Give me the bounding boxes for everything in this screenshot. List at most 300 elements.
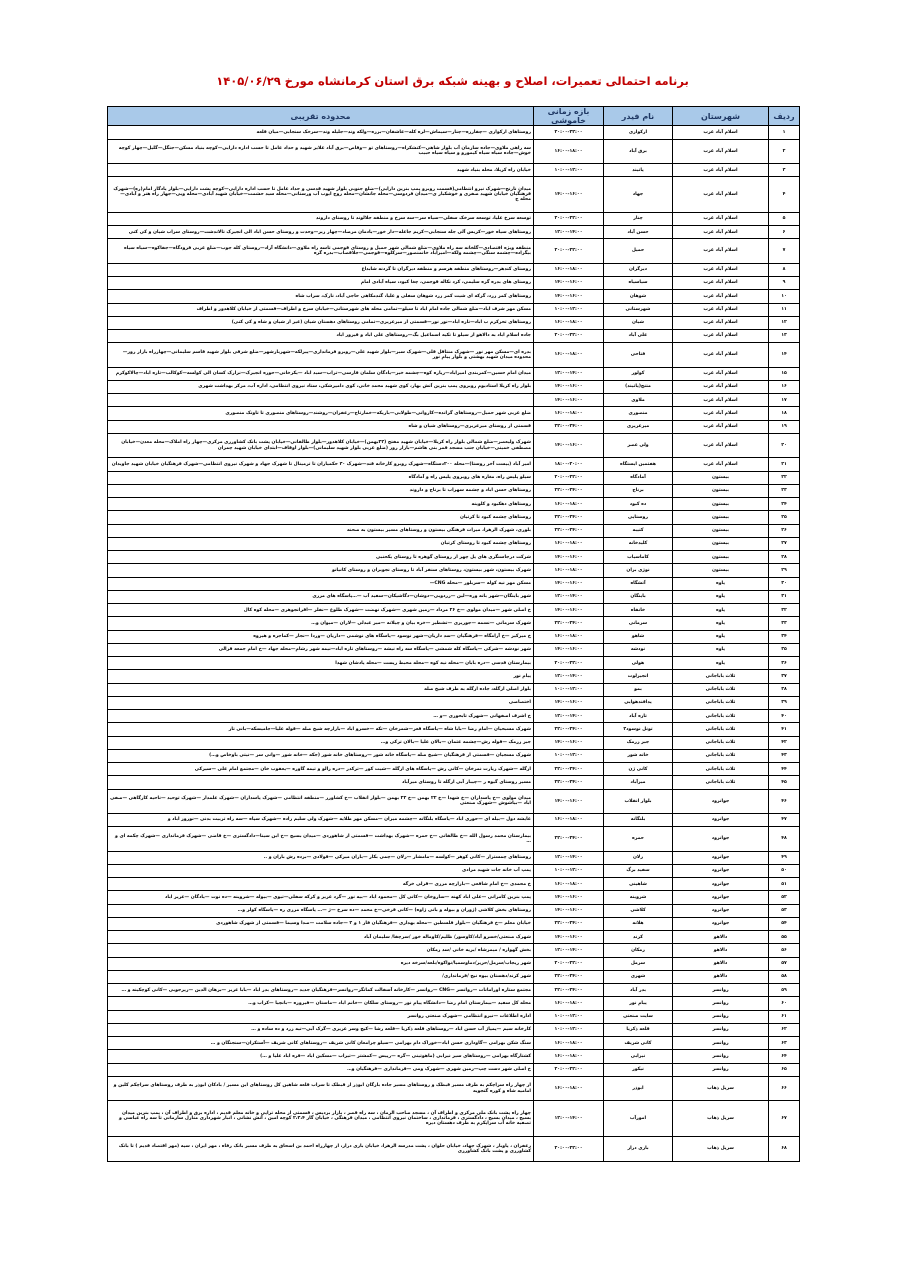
outage-time-cell: ۲۲:۰۰-۲۴:۰۰ — [534, 511, 604, 524]
outage-time-cell: ۲۲:۰۰-۲۴:۰۰ — [534, 827, 604, 851]
row-number-cell: ۶۴ — [769, 1050, 800, 1063]
city-cell: سرپل ذهاب — [673, 1101, 769, 1137]
feeder-name-cell: ارکوازی — [604, 126, 673, 139]
city-cell: اسلام آباد غرب — [673, 433, 769, 457]
row-number-cell: ۴۶ — [769, 789, 800, 813]
city-cell: روانسر — [673, 997, 769, 1010]
row-number-cell: ۴۷ — [769, 813, 800, 826]
header-outage-time: بازه زمانی خاموشی — [534, 107, 604, 126]
outage-time-cell: ۱۶:۰۰-۱۸:۰۰ — [534, 1076, 604, 1100]
city-cell: پاوه — [673, 617, 769, 630]
row-number-cell: ۳۰ — [769, 577, 800, 590]
table-row — [108, 484, 800, 497]
city-cell: اسلام آباد غرب — [673, 420, 769, 433]
feeder-name-cell: میرآباد — [604, 776, 673, 789]
feeder-name-cell: آتشگاه — [604, 577, 673, 590]
row-number-cell: ۱۱ — [769, 303, 800, 316]
approximate-area-cell: محله کل سفید —بیمارستان امام رضا —دانشگاه پیام نور —روستای سلکان —خانم اباد —ماستان —فیروزه —بانچیا —کراب و… — [108, 997, 534, 1010]
row-number-cell: ۲۱ — [769, 458, 800, 471]
outage-time-cell: ۱۴:۰۰-۱۶:۰۰ — [534, 290, 604, 303]
outage-time-cell: ۱۰:۰۰-۱۲:۰۰ — [534, 749, 604, 762]
approximate-area-cell: میدان نارنج—شهرک نیرو انتظامی(قسمت روبرو پمپ بنزین دارایی)—ضلع جنوبی بلوار شهید قدسی و حداد عامل تا حسب اداره دارایی—کوچه پشت دارایی—بلوار یادگار امام(ره)—شهرک فرهنگیان خیابان شهید صفری و خوشکبار ی—میدان فردوسی—محله جانشان—محله زوج ایوب آب ورستانی—محله سید حشمت—خیابان شهید آبادی—محله ویی—جهار راه هنر و آبادی—محله ج — [108, 177, 534, 213]
header-city: شهرستان — [673, 107, 769, 126]
outage-time-cell: ۲۲:۰۰-۲۴:۰۰ — [534, 970, 604, 983]
city-cell: دالاهو — [673, 931, 769, 944]
table-row — [108, 970, 800, 983]
outage-time-cell: ۲۲:۰۰-۲۴:۰۰ — [534, 484, 604, 497]
outage-time-cell: ۲۲:۰۰-۲۴:۰۰ — [534, 723, 604, 736]
row-number-cell: ۵۴ — [769, 917, 800, 930]
table-row — [108, 433, 800, 457]
city-cell: بیستون — [673, 511, 769, 524]
feeder-name-cell: سفید برگ — [604, 864, 673, 877]
feeder-name-cell: متنج(پاتیند) — [604, 380, 673, 393]
row-number-cell: ۱۷ — [769, 394, 800, 407]
outage-time-cell: ۱۶:۰۰-۱۸:۰۰ — [534, 564, 604, 577]
outage-time-cell: ۱۴:۰۰-۱۶:۰۰ — [534, 604, 604, 617]
outage-time-cell: ۱۶:۰۰-۱۸:۰۰ — [534, 1050, 604, 1063]
feeder-name-cell: زمکان — [604, 944, 673, 957]
row-number-cell: ۴۰ — [769, 710, 800, 723]
city-cell: اسلام آباد غرب — [673, 330, 769, 343]
city-cell: دالاهو — [673, 944, 769, 957]
feeder-name-cell: شاهینی — [604, 878, 673, 891]
feeder-name-cell: ابوذر — [604, 1076, 673, 1100]
city-cell: اسلام آباد غرب — [673, 380, 769, 393]
feeder-name-cell: کانی شریف — [604, 1037, 673, 1050]
row-number-cell: ۳۶ — [769, 657, 800, 670]
city-cell: جوانرود — [673, 813, 769, 826]
approximate-area-cell: روستاهای دهکبود و کلوینه — [108, 498, 534, 511]
feeder-name-cell: کانی ژن — [604, 763, 673, 776]
approximate-area-cell: روستاهای حسن اباد و چشمه سهراب تا برناج و داروند — [108, 484, 534, 497]
approximate-area-cell: خ اصلی شهر دست چپ—زمین شهری —شهرک ومی —فرمانداری —فرهنگیان و… — [108, 1063, 534, 1076]
feeder-name-cell: زلان — [604, 851, 673, 864]
city-cell: اسلام آباد غرب — [673, 164, 769, 177]
city-cell: پاوه — [673, 630, 769, 643]
row-number-cell: ۱۸ — [769, 407, 800, 420]
row-number-cell: ۵۰ — [769, 864, 800, 877]
row-number-cell: ۱۶ — [769, 380, 800, 393]
table-row — [108, 139, 800, 163]
outage-time-cell: ۱۲:۰۰-۱۴:۰۰ — [534, 226, 604, 239]
feeder-name-cell: امورآب — [604, 1101, 673, 1137]
city-cell: اسلام آباد غرب — [673, 139, 769, 163]
feeder-name-cell: برق آباد — [604, 139, 673, 163]
outage-time-cell: ۱۰:۰۰-۱۲:۰۰ — [534, 1023, 604, 1036]
feeder-name-cell: باینگان — [604, 590, 673, 603]
table-row — [108, 551, 800, 564]
outage-time-cell: ۱۰:۰۰-۱۲:۰۰ — [534, 683, 604, 696]
feeder-name-cell: کلاشی — [604, 904, 673, 917]
table-row — [108, 590, 800, 603]
city-cell: اسلام آباد غرب — [673, 226, 769, 239]
feeder-name-cell: کاماسیاب — [604, 551, 673, 564]
row-number-cell: ۵۹ — [769, 984, 800, 997]
city-cell: اسلام آباد غرب — [673, 458, 769, 471]
outage-time-cell: ۱۴:۰۰-۱۶:۰۰ — [534, 277, 604, 290]
feeder-name-cell: بلوار انقلاب — [604, 789, 673, 813]
feeder-name-cell: چنار — [604, 212, 673, 225]
outage-time-cell: ۲۰:۰۰-۲۲:۰۰ — [534, 657, 604, 670]
approximate-area-cell: شهر باینگان—شهر بانه وره—لین —زردویی—دوشان—دگاشیکان—سفید آب —…پاسگاه های مرزی — [108, 590, 534, 603]
city-cell: ثلاث باباجانی — [673, 723, 769, 736]
table-row — [108, 537, 800, 550]
feeder-name-cell: جبر زرمک — [604, 736, 673, 749]
outage-time-cell: ۱۶:۰۰-۱۸:۰۰ — [534, 1037, 604, 1050]
feeder-name-cell: شوهان — [604, 290, 673, 303]
approximate-area-cell: خ میرکیز —خ آرامگاه —فرهنگیان —سد داریان—شهر نوسود —پاسگاه های نوشمی —داریان —وردا —نجار —کماجره و هیروه — [108, 630, 534, 643]
city-cell: جوانرود — [673, 904, 769, 917]
feeder-name-cell: تونل نوسود۲ — [604, 723, 673, 736]
approximate-area-cell: جبر زرمک —قوله رش—چشمه عثمان —بالان علیا —بالان ترکی و… — [108, 736, 534, 749]
outage-time-cell: ۱۲:۰۰-۱۴:۰۰ — [534, 670, 604, 683]
row-number-cell: ۲۵ — [769, 511, 800, 524]
approximate-area-cell: روستاهای چمستراز —کانی کوهر —کولسه —مامشار —زلان —چمی بکار —باران میرکی —قولادی —بزده رش باران و .. — [108, 851, 534, 864]
city-cell: سرپل ذهاب — [673, 1076, 769, 1100]
feeder-name-cell: پیام نور — [604, 997, 673, 1010]
approximate-area-cell: سه راهی ملاوی—جاده سازمان آب بلوار شاهی—کنشکراه—روستاهای تو —وقاص—برق آباد غلایر شهید و حداد عامل تا حسب اداره دارایی—کوچه بنیاد مسکن—جنگل—گلیل—چهار کوچه خوش—جاده سیاه سیاه کیمورو و سیاه سیاه حبیب — [108, 139, 534, 163]
table-row — [108, 789, 800, 813]
row-number-cell: ۱۳ — [769, 330, 800, 343]
approximate-area-cell: روستاهای کمر زرد، گرکه ای شیت کمر زرد شوهان سفلی و علیا، گندمکاهی حاجی آباد، نارک، سراب شاه — [108, 290, 534, 303]
table-row — [108, 394, 800, 407]
table-row — [108, 736, 800, 749]
approximate-area-cell: خ اشرف اصفهانی —شهرک تابحوزی —و … — [108, 710, 534, 723]
approximate-area-cell: شهرک مسبحیان —امام رضا —بابا شاه —پاسگاه قعر—شمرخان —تکه —خسرو اباد —بازارچه شیخ صله —قوله علیا—جامیسکه—بانی تاز — [108, 723, 534, 736]
city-cell: اسلام آباد غرب — [673, 290, 769, 303]
feeder-name-cell: حمیل — [604, 239, 673, 263]
table-row — [108, 420, 800, 433]
row-number-cell: ۳۵ — [769, 643, 800, 656]
table-row — [108, 524, 800, 537]
row-number-cell: ۵۵ — [769, 931, 800, 944]
city-cell: روانسر — [673, 1023, 769, 1036]
city-cell: دالاهو — [673, 957, 769, 970]
table-row — [108, 1010, 800, 1023]
row-number-cell: ۳۳ — [769, 617, 800, 630]
row-number-cell: ۴۸ — [769, 827, 800, 851]
outage-time-cell: ۱۴:۰۰-۱۶:۰۰ — [534, 904, 604, 917]
feeder-name-cell: پدافندهوایی — [604, 696, 673, 709]
row-number-cell: ۵۳ — [769, 904, 800, 917]
table-row — [108, 343, 800, 367]
table-row — [108, 1076, 800, 1100]
table-row — [108, 696, 800, 709]
approximate-area-cell: روستای کندهر—روستاهای منطقه هرسم و منطقه دیزگران تا گردنه شابداغ — [108, 263, 534, 276]
row-number-cell: ۶۵ — [769, 1063, 800, 1076]
approximate-area-cell: شرکت درجاسنگری های پل چهر از روستای گوهره تا روستای یکحنبی — [108, 551, 534, 564]
outage-time-cell: ۱۴:۰۰-۱۶:۰۰ — [534, 789, 604, 813]
table-row — [108, 617, 800, 630]
city-cell: اسلام آباد غرب — [673, 239, 769, 263]
outage-time-cell: ۱۰:۰۰-۱۲:۰۰ — [534, 1010, 604, 1023]
city-cell: اسلام آباد غرب — [673, 177, 769, 213]
table-row — [108, 316, 800, 329]
approximate-area-cell: توسعه سرخ علیا، توسعه سرخک سفلی—سیاه سر—سه سرخ و منطقه جلالوند تا روستای داروند — [108, 212, 534, 225]
city-cell: جوانرود — [673, 864, 769, 877]
feeder-name-cell: پاتیند — [604, 164, 673, 177]
table-row — [108, 212, 800, 225]
approximate-area-cell: قسمتی از روستای میرعزیزی—روستاهای شیان و شاه — [108, 420, 534, 433]
row-number-cell: ۶۸ — [769, 1136, 800, 1161]
approximate-area-cell: شهر نودشه —شرکی —پاسگاه کله شمشی —پاسگاه سه راه نیشه —روستاهای تازه اباد—نیمه شهر رشام—محله جهاد —خ امام جمعه قرالی — [108, 643, 534, 656]
row-number-cell: ۵۲ — [769, 891, 800, 904]
table-row — [108, 749, 800, 762]
city-cell: ثلاث باباجانی — [673, 670, 769, 683]
approximate-area-cell: کارخانه سیم —پمپاژ آب حسن اباد —روستاهای قلعه ذکریا —قلعه رشا —کیچ وسر عزیزی —گرک آبی—تیه زرد و ده ساده و … — [108, 1023, 534, 1036]
approximate-area-cell — [108, 394, 534, 407]
table-row — [108, 917, 800, 930]
city-cell: ثلاث باباجانی — [673, 749, 769, 762]
header-row-number: ردیف — [769, 107, 800, 126]
feeder-name-cell: برناج — [604, 484, 673, 497]
table-row — [108, 683, 800, 696]
table-row — [108, 864, 800, 877]
feeder-name-cell: حسن آباد — [604, 226, 673, 239]
feeder-name-cell: میرعزیزی — [604, 420, 673, 433]
outage-time-cell: ۱۴:۰۰-۱۶:۰۰ — [534, 696, 604, 709]
city-cell: پاوه — [673, 643, 769, 656]
table-row — [108, 126, 800, 139]
outage-time-cell: ۱۶:۰۰-۱۸:۰۰ — [534, 316, 604, 329]
approximate-area-cell: بیمارستان محمد رسول الله —خ طالقانی —خ حمزه —شهرک بهداشت —قسمتی از شاهوردی —میدان بسیج —خ ابن سینا—دادگستری —خ قاضی —شهرک فرمانداری —شهرک چکمه ای و … — [108, 827, 534, 851]
row-number-cell: ۲۲ — [769, 471, 800, 484]
feeder-name-cell: شروینه — [604, 891, 673, 904]
approximate-area-cell: مسیر روستای گیوه ر —چیبار آبی ازگله تا روستای میرآباد — [108, 776, 534, 789]
outage-time-cell: ۱۶:۰۰-۱۸:۰۰ — [534, 263, 604, 276]
table-row — [108, 657, 800, 670]
table-row — [108, 277, 800, 290]
table-row — [108, 630, 800, 643]
table-row — [108, 1037, 800, 1050]
row-number-cell: ۷ — [769, 239, 800, 263]
outage-time-cell: ۱۴:۰۰-۱۶:۰۰ — [534, 433, 604, 457]
approximate-area-cell: بلوری، شهرک الزهرا، میراث فرهنگی بیستون و روستاهای مسیر بیستون به صحنه — [108, 524, 534, 537]
approximate-area-cell: خیابان راه کربلا، محله بنیاد شهید — [108, 164, 534, 177]
table-row — [108, 643, 800, 656]
outage-time-cell: ۱۶:۰۰-۱۸:۰۰ — [534, 878, 604, 891]
feeder-name-cell: قلعه ذکریا — [604, 1023, 673, 1036]
outage-time-cell: ۱۶:۰۰-۱۸:۰۰ — [534, 139, 604, 163]
table-row — [108, 813, 800, 826]
outage-time-cell: ۲۲:۰۰-۲۴:۰۰ — [534, 617, 604, 630]
table-row — [108, 984, 800, 997]
row-number-cell: ۳۸ — [769, 683, 800, 696]
feeder-name-cell: کولور — [604, 367, 673, 380]
table-row — [108, 710, 800, 723]
outage-time-cell: ۱۰:۰۰-۱۲:۰۰ — [534, 303, 604, 316]
feeder-name-cell: کلیدخانه — [604, 537, 673, 550]
outage-time-cell: ۱۲:۰۰-۱۴:۰۰ — [534, 367, 604, 380]
row-number-cell: ۶ — [769, 226, 800, 239]
table-row — [108, 303, 800, 316]
table-row — [108, 1063, 800, 1076]
feeder-name-cell: سرمانی — [604, 617, 673, 630]
outage-time-cell: ۱۶:۰۰-۱۸:۰۰ — [534, 343, 604, 367]
row-number-cell: ۹ — [769, 277, 800, 290]
feeder-name-cell: نودشه — [604, 643, 673, 656]
outage-time-cell: ۱۴:۰۰-۱۶:۰۰ — [534, 577, 604, 590]
city-cell: جوانرود — [673, 878, 769, 891]
table-row — [108, 511, 800, 524]
row-number-cell: ۲۰ — [769, 433, 800, 457]
feeder-name-cell: جهاد — [604, 177, 673, 213]
approximate-area-cell: شهرک سرمانی —نسمه —جوریزی —تشطیر —خره بیان و چیلانه —میر عبدلی —لاران —میوان و… — [108, 617, 534, 630]
feeder-name-cell: کرند — [604, 931, 673, 944]
outage-time-cell: ۲۲:۰۰-۲۴:۰۰ — [534, 984, 604, 997]
row-number-cell: ۴ — [769, 177, 800, 213]
table-row — [108, 471, 800, 484]
approximate-area-cell: میدان مولوی —خ پاسداران —خ شهدا —خ ۲۲ بهمن —خ ۲۲ بهمن —بلوار انقلاب —خ کشاورز —منطقه انتظامی —شهرک پاسداران —شهرک علمدار —شهرک توحید —ناحیه کارگاهی —صفی اباد —بیاشوش —شهرک صنعتی — [108, 789, 534, 813]
approximate-area-cell: اختصاصی — [108, 696, 534, 709]
feeder-name-cell: شیان — [604, 316, 673, 329]
table-row — [108, 367, 800, 380]
row-number-cell: ۴۳ — [769, 749, 800, 762]
city-cell: بیستون — [673, 537, 769, 550]
approximate-area-cell: سنگ شکن بهرامی —گاوداری حسن اباد—خوراک دام بهرامی —سیلو چرامعان کانی شریف —روستاهای کانی شریف —آستکران—سنجنگان و … — [108, 1037, 534, 1050]
city-cell: جوانرود — [673, 827, 769, 851]
approximate-area-cell: روستای های بدره گره سلیمی، کرد نکاله قوجمی، چغا کبود، سیاه آبادی امام — [108, 277, 534, 290]
city-cell: بیستون — [673, 551, 769, 564]
outage-time-cell: ۱۶:۰۰-۱۸:۰۰ — [534, 630, 604, 643]
row-number-cell: ۶۲ — [769, 1023, 800, 1036]
city-cell: اسلام آباد غرب — [673, 407, 769, 420]
approximate-area-cell: اداره اطلاعات —نیرو انتظامی —شهرک صنعتی روانسر — [108, 1010, 534, 1023]
approximate-area-cell: بدره ای—مسکن مهر نور —شهرک منتاقل قلی—شهرک سبز—بلوار شهید علی—روبرو فرمانداری—پیزلکه—شهربازشهر—ضلع شرقی بلوار شهید قاسم سلیمانی—چهارراه بازار روز—محدوده میدان شهید بهشتی و بلوار پیام نور — [108, 343, 534, 367]
city-cell: روانسر — [673, 1050, 769, 1063]
approximate-area-cell: منطقه ویژه اقتصادی—گلخانه سه راه ملاوی—ضلع شمالی شهر حمیل و روستای قوجمی تاسه راه ملاوی—دانشگاه آزاد—روستای کله جوب—ضلع غربی فرودگاه—جفاکوه—سیاه سیاه بیگزاده—چشمه سنگی—چشمه ولکه—امیراباد خانمنصور—سرکلوه—قوجمی—جلاقصاب—بدره گره — [108, 239, 534, 263]
feeder-name-cell: هلانه — [604, 917, 673, 930]
approximate-area-cell: پیام نور — [108, 670, 534, 683]
row-number-cell: ۵۱ — [769, 878, 800, 891]
outage-time-cell: ۲۰:۰۰-۲۲:۰۰ — [534, 126, 604, 139]
city-cell: اسلام آباد غرب — [673, 126, 769, 139]
row-number-cell: ۴۵ — [769, 776, 800, 789]
row-number-cell: ۱۹ — [769, 420, 800, 433]
feeder-name-cell: حمزه — [604, 827, 673, 851]
table-row — [108, 1136, 800, 1161]
approximate-area-cell: ازگله —شهرک زیارت نمرخان —کانی رش —پاسگاه های ازگله —شیت کور —ترکدر —دره زالو و تیمه گاوره —یعقوب خان —مجتمع امام علی —سیرکی — [108, 763, 534, 776]
feeder-name-cell: دیزگران — [604, 263, 673, 276]
row-number-cell: ۶۶ — [769, 1076, 800, 1100]
feeder-name-cell: بلنگانه — [604, 813, 673, 826]
table-row — [108, 878, 800, 891]
table-row — [108, 330, 800, 343]
approximate-area-cell: شهرک ولیعصر—ضلع شمالی بلوار راه کربلا—خیابان شهید مفتح (۲۲بهمن)—خیابان کلاهدوز—بلوار طالقانی—خیابان پشت بانک کشاورزی مرکزی—چهار راه املاک—محله معدن—خیابان مصطفی خمینی—خیابان جنب مسجد قمر بنی هاشم—بازار روز (ضلع غربی بلوار شهید سلیمانی)—بلوار اوقاف—ابتدای خیابان شهید چمران — [108, 433, 534, 457]
row-number-cell: ۳ — [769, 164, 800, 177]
city-cell: روانسر — [673, 1037, 769, 1050]
feeder-name-cell: نوژی بران — [604, 564, 673, 577]
outage-time-cell: ۱۶:۰۰-۱۸:۰۰ — [534, 407, 604, 420]
approximate-area-cell: روستاهای بخش کلاشی (ژوران و بیوله و بانی ژاوه) —کانی فرخی—خ محمد —ده سرخ —ژ —… پاسگاه مرزی ره —پاسگاه کولر و… — [108, 904, 534, 917]
city-cell: اسلام آباد غرب — [673, 277, 769, 290]
approximate-area-cell: عایشه دول —بیله ای —حوری اباد —پاسگاه بلنگانه —چشمه میران —مسکن مهر طلایه —شهرک ولی سلیم زاده —شهرک سپاه —سه راه تربیت بدنی —نوروز اباد و — [108, 813, 534, 826]
table-row — [108, 1101, 800, 1137]
table-row — [108, 1050, 800, 1063]
table-row — [108, 997, 800, 1010]
outage-time-cell: ۱۴:۰۰-۱۶:۰۰ — [534, 891, 604, 904]
row-number-cell: ۲۷ — [769, 537, 800, 550]
feeder-name-cell: تازه آباد — [604, 710, 673, 723]
outage-time-cell: ۲۲:۰۰-۲۴:۰۰ — [534, 763, 604, 776]
approximate-area-cell: بلوار راه کربلا استادیوم روبروی پمپ بنزین آتش بهار، کوی شهید محمد خانی، کوی دامپزشکی، ستاد نیروی انتظامی، اداره آب، مرکز بهداشت شهری — [108, 380, 534, 393]
table-row — [108, 604, 800, 617]
row-number-cell: ۵ — [769, 212, 800, 225]
outage-time-cell: ۱۶:۰۰-۱۸:۰۰ — [534, 498, 604, 511]
feeder-name-cell: نیرابی — [604, 1050, 673, 1063]
outage-time-cell: ۱۴:۰۰-۱۶:۰۰ — [534, 177, 604, 213]
row-number-cell: ۴۹ — [769, 851, 800, 864]
feeder-name-cell: هفتمین ایستگاه — [604, 458, 673, 471]
table-row — [108, 904, 800, 917]
approximate-area-cell: شهرک مسجیان —قسمتی از فرهنگیان —شیخ صله —پاسگاه خانه شور —روستاهای خانه شور (جکه —خانه شور —وانی سر —نیتی باوخاص و…) — [108, 749, 534, 762]
city-cell: دالاهو — [673, 970, 769, 983]
city-cell: پاوه — [673, 577, 769, 590]
city-cell: اسلام آباد غرب — [673, 303, 769, 316]
table-row — [108, 164, 800, 177]
city-cell: بیستون — [673, 564, 769, 577]
table-row — [108, 564, 800, 577]
feeder-name-cell: هولی — [604, 657, 673, 670]
row-number-cell: ۶۷ — [769, 1101, 800, 1137]
city-cell: روانسر — [673, 1010, 769, 1023]
table-row — [108, 177, 800, 213]
row-number-cell: ۳۲ — [769, 604, 800, 617]
city-cell: پاوه — [673, 657, 769, 670]
row-number-cell: ۶۰ — [769, 997, 800, 1010]
outage-time-cell: ۱۲:۰۰-۱۴:۰۰ — [534, 851, 604, 864]
outage-time-cell: ۱۴:۰۰-۱۶:۰۰ — [534, 394, 604, 407]
table-row — [108, 851, 800, 864]
feeder-name-cell: فتاحی — [604, 343, 673, 367]
city-cell: سرپل ذهاب — [673, 1136, 769, 1161]
table-row — [108, 763, 800, 776]
feeder-name-cell: شاهو — [604, 630, 673, 643]
city-cell: جوانرود — [673, 917, 769, 930]
feeder-name-cell: شهری — [604, 970, 673, 983]
feeder-name-cell: روستایی — [604, 511, 673, 524]
city-cell: ثلاث باباجانی — [673, 683, 769, 696]
city-cell: بیستون — [673, 471, 769, 484]
outage-time-cell: ۱۲:۰۰-۱۴:۰۰ — [534, 590, 604, 603]
outage-time-cell: ۱۲:۰۰-۱۴:۰۰ — [534, 1101, 604, 1137]
outage-time-cell: ۱۶:۰۰-۱۸:۰۰ — [534, 997, 604, 1010]
outage-time-cell: ۲۰:۰۰-۲۲:۰۰ — [534, 212, 604, 225]
row-number-cell: ۳۴ — [769, 630, 800, 643]
city-cell: اسلام آباد غرب — [673, 316, 769, 329]
outage-time-cell: ۲۰:۰۰-۲۲:۰۰ — [534, 957, 604, 970]
approximate-area-cell: روستاهای تحرکرم ب اباد—تازه اباد—نور نور—قسمتی از میرعزیزی—تمامی روستاهای دهستان شیان (غیر از شیان و شاه و کی کنی) — [108, 316, 534, 329]
city-cell: بیستون — [673, 524, 769, 537]
approximate-area-cell: مسکن مهر نیه کوله —سربلور —محله CNG— — [108, 577, 534, 590]
outage-time-cell: ۱۴:۰۰-۱۶:۰۰ — [534, 551, 604, 564]
feeder-name-cell: خانه شور — [604, 749, 673, 762]
city-cell: اسلام آباد غرب — [673, 367, 769, 380]
approximate-area-cell: شهر کرند/دهستان بیوه نیج /فرمانداری/ — [108, 970, 534, 983]
table-row — [108, 1023, 800, 1036]
feeder-name-cell: علی آباد — [604, 330, 673, 343]
city-cell: روانسر — [673, 984, 769, 997]
table-row — [108, 670, 800, 683]
approximate-area-cell: شهرک بیستون، شهر بیستون، روستاهای سنقر آباد تا روستای نجوبران و روستای کانیانو — [108, 564, 534, 577]
outage-time-cell: ۱۴:۰۰-۱۶:۰۰ — [534, 643, 604, 656]
outage-time-cell: ۱۲:۰۰-۱۴:۰۰ — [534, 710, 604, 723]
row-number-cell: ۴۴ — [769, 763, 800, 776]
approximate-area-cell: روستاهای سیاه خور—کریس آلی جله سنجابی—کریم جاعله—دار خور—یادمان مرصاد—چهار زبر—وحدت و روستای حسن اباد الی انجیرک تالاندشت—روستای سراب شیان و کی کنی — [108, 226, 534, 239]
row-number-cell: ۴۱ — [769, 723, 800, 736]
table-row — [108, 891, 800, 904]
